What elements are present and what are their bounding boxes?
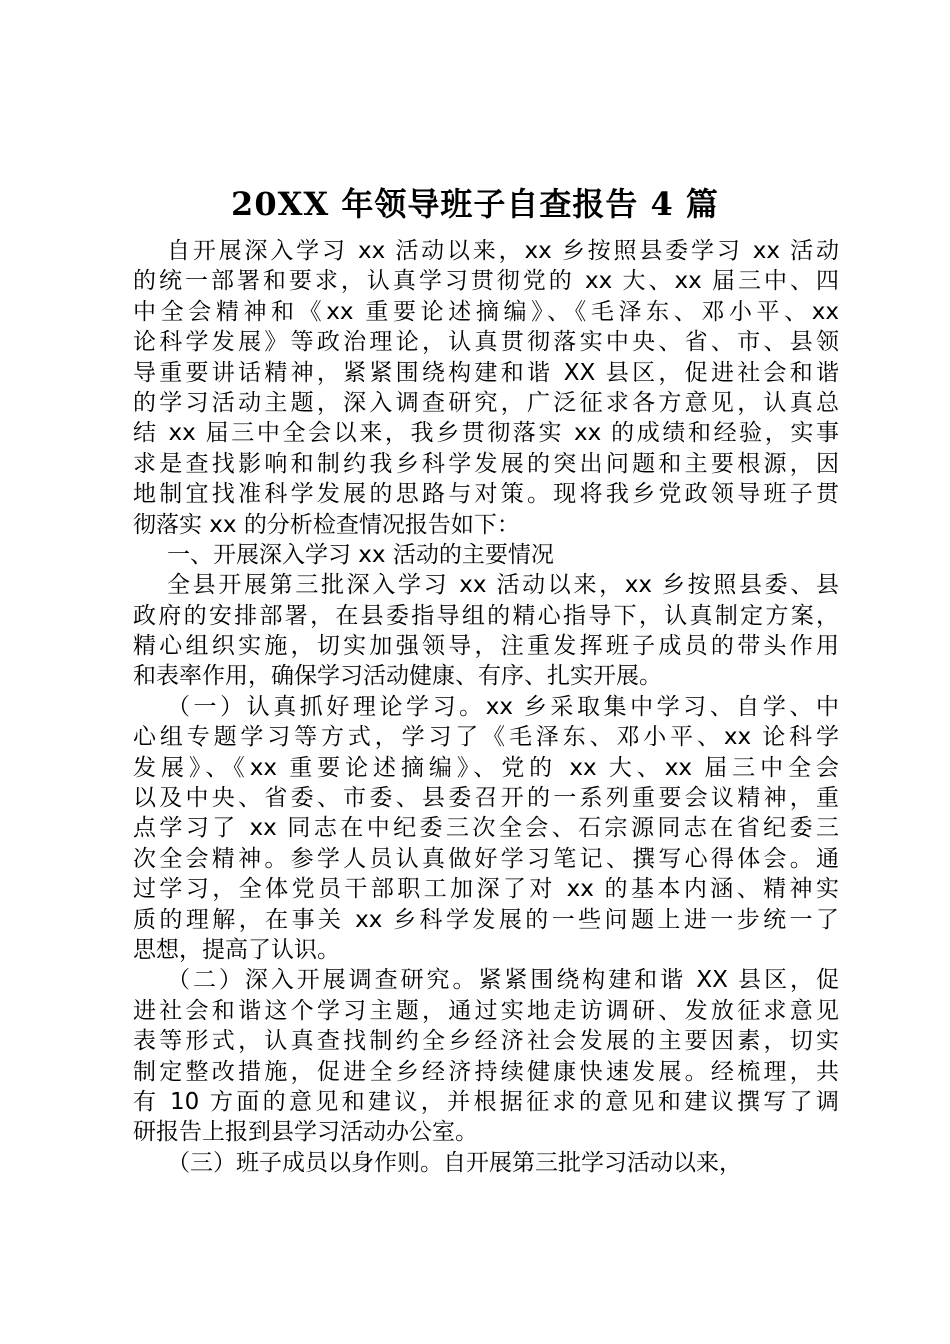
section-heading: 一、开展深入学习 xx 活动的主要情况 xyxy=(167,541,554,568)
document-title: 20XX 年领导班子自查报告 4 篇 xyxy=(231,185,719,223)
paragraph-line: 全县开展第三批深入学习 xx 活动以来，xx 乡按照县委、县 xyxy=(167,572,839,599)
paragraph-line: （二）深入开展调查研究。紧紧围绕构建和谐 XX 县区，促 xyxy=(167,967,839,994)
paragraph-line: 中全会精神和《xx 重要论述摘编》、《毛泽东、邓小平、xx xyxy=(133,298,839,325)
paragraph-line: 质的理解，在事关 xx 乡科学发展的一些问题上进一步统一了 xyxy=(133,906,839,933)
paragraph-line: 心组专题学习等方式，学习了《毛泽东、邓小平、xx 论科学 xyxy=(133,724,839,751)
paragraph-line: （一）认真抓好理论学习。xx 乡采取集中学习、自学、中 xyxy=(167,693,839,720)
paragraph-line: （三）班子成员以身作则。自开展第三批学习活动以来， xyxy=(167,1149,742,1176)
paragraph-line: 过学习，全体党员干部职工加深了对 xx 的基本内涵、精神实 xyxy=(133,876,839,903)
paragraph-line: 发展》、《xx 重要论述摘编》、党的 xx 大、xx 届三中全会 xyxy=(133,754,839,781)
paragraph-line: 以及中央、省委、市委、县委召开的一系列重要会议精神，重 xyxy=(133,785,839,812)
paragraph-line: 精心组织实施，切实加强领导，注重发挥班子成员的带头作用 xyxy=(133,633,839,660)
paragraph-line: 自开展深入学习 xx 活动以来，xx 乡按照县委学习 xx 活动 xyxy=(167,238,839,264)
paragraph-line: 彻落实 xx 的分析检查情况报告如下： xyxy=(133,511,520,538)
paragraph-line: 的学习活动主题，深入调查研究，广泛征求各方意见，认真总 xyxy=(133,389,839,416)
paragraph-line: 表等形式，认真查找制约全乡经济社会发展的主要因素，切实 xyxy=(133,1028,839,1055)
paragraph-line: 导重要讲话精神，紧紧围绕构建和谐 XX 县区，促进社会和谐 xyxy=(133,359,839,386)
document-body xyxy=(133,236,839,1178)
paragraph-line: 求是查找影响和制约我乡科学发展的突出问题和主要根源，因 xyxy=(133,450,839,477)
paragraph-line: 进社会和谐这个学习主题，通过实地走访调研、发放征求意见 xyxy=(133,997,839,1024)
paragraph-line: 结 xx 届三中全会以来，我乡贯彻落实 xx 的成绩和经验，实事 xyxy=(133,420,839,447)
paragraph-line: 思想，提高了认识。 xyxy=(133,936,340,963)
paragraph-line: 和表率作用，确保学习活动健康、有序、扎实开展。 xyxy=(133,663,662,690)
paragraph-line: 有 10 方面的意见和建议，并根据征求的意见和建议撰写了调 xyxy=(133,1088,839,1115)
paragraph-line: 次全会精神。参学人员认真做好学习笔记、撰写心得体会。通 xyxy=(133,845,839,872)
paragraph-line: 制定整改措施，促进全乡经济持续健康快速发展。经梳理，共 xyxy=(133,1058,839,1085)
paragraph-line: 研报告上报到县学习活动办公室。 xyxy=(133,1119,478,1146)
paragraph-line: 点学习了 xx 同志在中纪委三次全会、石宗源同志在省纪委三 xyxy=(133,815,839,842)
paragraph-line: 政府的安排部署，在县委指导组的精心指导下，认真制定方案， xyxy=(133,602,839,629)
paragraph-line: 的统一部署和要求，认真学习贯彻党的 xx 大、xx 届三中、四 xyxy=(133,268,839,295)
paragraph-line: 论科学发展》等政治理论，认真贯彻落实中央、省、市、县领 xyxy=(133,329,839,356)
paragraph-line: 地制宜找准科学发展的思路与对策。现将我乡党政领导班子贯 xyxy=(133,481,839,508)
